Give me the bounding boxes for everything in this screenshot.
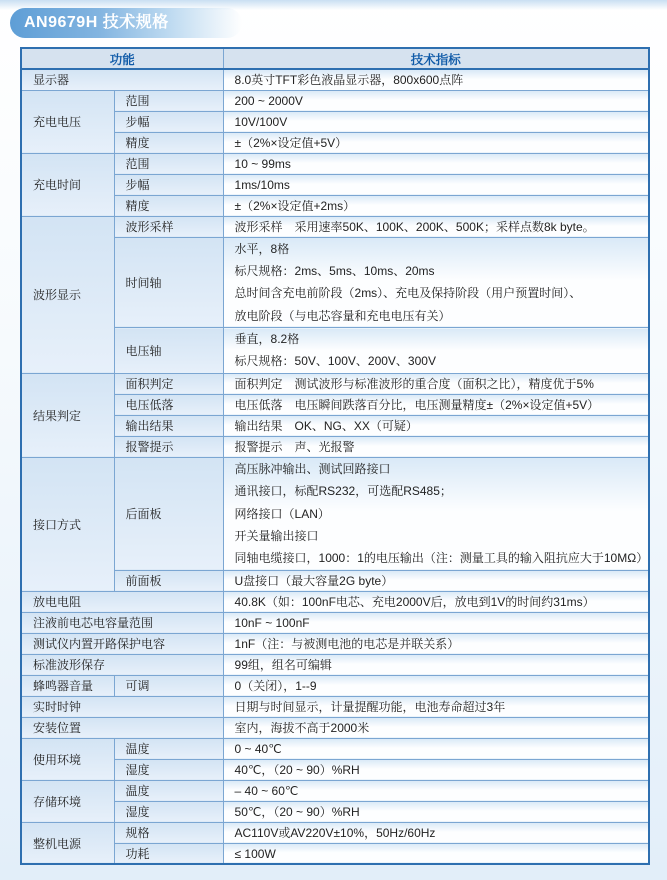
storage-humidity-value: 50℃，（20 ~ 90）%RH xyxy=(223,801,649,822)
time-axis-label: 时间轴 xyxy=(114,237,223,328)
installation-label: 安装位置 xyxy=(21,717,223,738)
waveform-sampling-label: 波形采样 xyxy=(114,216,223,237)
row-area-judgment xyxy=(21,373,649,394)
voltage-drop-label: 电压低落 xyxy=(114,394,223,415)
row-time-axis xyxy=(21,237,649,328)
charge-voltage-accuracy-label: 精度 xyxy=(114,132,223,153)
charge-voltage-range-label: 范围 xyxy=(114,90,223,111)
storage-temp-value: – 40 ~ 60℃ xyxy=(223,780,649,801)
rear-panel-line: 开关量输出接口 xyxy=(234,529,319,544)
time-axis-line: 总时间含充电前阶段（2ms）、充电及保持阶段（用户预置时间）、 xyxy=(234,286,582,301)
waveform-storage-value: 99组，组名可编辑 xyxy=(223,654,649,675)
row-waveform-storage xyxy=(21,654,649,675)
row-clock xyxy=(21,696,649,717)
row-rear-panel xyxy=(21,457,649,570)
charge-time-range-value: 10 ~ 99ms xyxy=(223,153,649,174)
operating-humidity-label: 湿度 xyxy=(114,759,223,780)
column-header-spec: 技术指标 xyxy=(223,48,649,69)
rear-panel-label: 后面板 xyxy=(114,457,223,570)
row-storage-humidity xyxy=(21,801,649,822)
alarm-value: 报警提示 声、光报警 xyxy=(223,436,649,457)
voltage-axis-line: 标尺规格：50V、100V、200V、300V xyxy=(234,354,436,369)
operating-temp-value: 0 ~ 40℃ xyxy=(223,738,649,759)
time-axis-line: 放电阶段（与电芯容量和充电电压有关） xyxy=(234,308,451,323)
charge-voltage-step-label: 步幅 xyxy=(114,111,223,132)
rear-panel-value xyxy=(223,457,649,570)
operating-env-label: 使用环境 xyxy=(21,738,114,780)
buzzer-value: 0（关闭），1--9 xyxy=(223,675,649,696)
time-axis-line: 标尺规格：2ms、5ms、10ms、20ms xyxy=(234,263,435,278)
waveform-display-label: 波形显示 xyxy=(21,216,114,373)
capacity-range-label: 注液前电芯电容量范围 xyxy=(21,612,223,633)
interface-label: 接口方式 xyxy=(21,457,114,591)
power-consumption-label: 功耗 xyxy=(114,843,223,864)
row-charge-time-step xyxy=(21,174,649,195)
row-protection-capacitor xyxy=(21,633,649,654)
result-judgment-label: 结果判定 xyxy=(21,373,114,457)
voltage-axis-value xyxy=(223,328,649,374)
buzzer-adjustable-label: 可调 xyxy=(114,675,223,696)
row-buzzer xyxy=(21,675,649,696)
rear-panel-line: 高压脉冲输出、测试回路接口 xyxy=(234,461,391,476)
charge-time-label: 充电时间 xyxy=(21,153,114,216)
clock-label: 实时时钟 xyxy=(21,696,223,717)
power-label: 整机电源 xyxy=(21,822,114,864)
operating-temp-label: 温度 xyxy=(114,738,223,759)
row-charge-voltage-accuracy xyxy=(21,132,649,153)
discharge-resistor-label: 放电电阻 xyxy=(21,591,223,612)
row-voltage-axis xyxy=(21,328,649,374)
front-panel-value: U盘接口（最大容量2G byte） xyxy=(223,570,649,591)
power-consumption-value: ≤ 100W xyxy=(223,843,649,864)
row-power-consumption xyxy=(21,843,649,864)
protection-capacitor-label: 测试仪内置开路保护电容 xyxy=(21,633,223,654)
waveform-sampling-value: 波形采样 采用速率50K、100K、200K、500K；采样点数8k byte。 xyxy=(223,216,649,237)
row-front-panel xyxy=(21,570,649,591)
power-spec-value: AC110V或AV220V±10%，50Hz/60Hz xyxy=(223,822,649,843)
display-label: 显示器 xyxy=(21,69,223,90)
row-output-result xyxy=(21,415,649,436)
row-operating-humidity xyxy=(21,759,649,780)
buzzer-label: 蜂鸣器音量 xyxy=(21,675,114,696)
charge-voltage-label: 充电电压 xyxy=(21,90,114,153)
time-axis-value xyxy=(223,237,649,328)
charge-voltage-range-value: 200 ~ 2000V xyxy=(223,90,649,111)
rear-panel-line: 通讯接口，标配RS232，可选配RS485； xyxy=(234,484,452,499)
output-result-value: 输出结果 OK、NG、XX（可疑） xyxy=(223,415,649,436)
row-power-spec xyxy=(21,822,649,843)
header-row xyxy=(21,48,649,69)
power-spec-label: 规格 xyxy=(114,822,223,843)
charge-time-accuracy-value: ±（2%×设定值+2ms） xyxy=(223,195,649,216)
installation-value: 室内，海拔不高于2000米 xyxy=(223,717,649,738)
rear-panel-line: 同轴电缆接口，1000：1的电压输出（注：测量工具的输入阻抗应大于10MΩ） xyxy=(234,551,649,566)
clock-value: 日期与时间显示，计量提醒功能，电池寿命超过3年 xyxy=(223,696,649,717)
row-alarm xyxy=(21,436,649,457)
charge-voltage-step-value: 10V/100V xyxy=(223,111,649,132)
charge-time-step-value: 1ms/10ms xyxy=(223,174,649,195)
page-title: AN9679H 技术规格 xyxy=(10,8,242,38)
row-charge-voltage-step xyxy=(21,111,649,132)
charge-time-step-label: 步幅 xyxy=(114,174,223,195)
spec-table xyxy=(20,47,650,865)
storage-env-label: 存储环境 xyxy=(21,780,114,822)
charge-time-range-label: 范围 xyxy=(114,153,223,174)
rear-panel-line: 网络接口（LAN） xyxy=(234,506,330,521)
row-capacity-range xyxy=(21,612,649,633)
operating-humidity-value: 40℃，（20 ~ 90）%RH xyxy=(223,759,649,780)
row-charge-time-accuracy xyxy=(21,195,649,216)
protection-capacitor-value: 1nF（注：与被测电池的电芯是并联关系） xyxy=(223,633,649,654)
voltage-drop-value: 电压低落 电压瞬间跌落百分比，电压测量精度±（2%×设定值+5V） xyxy=(223,394,649,415)
row-operating-temp xyxy=(21,738,649,759)
discharge-resistor-value: 40.8K（如：100nF电芯、充电2000V后，放电到1V的时间约31ms） xyxy=(223,591,649,612)
row-waveform-sampling xyxy=(21,216,649,237)
column-header-function: 功能 xyxy=(21,48,223,69)
capacity-range-value: 10nF ~ 100nF xyxy=(223,612,649,633)
output-result-label: 输出结果 xyxy=(114,415,223,436)
time-axis-line: 水平，8格 xyxy=(234,241,290,256)
alarm-label: 报警提示 xyxy=(114,436,223,457)
row-charge-voltage-range xyxy=(21,90,649,111)
row-installation xyxy=(21,717,649,738)
area-judgment-value: 面积判定 测试波形与标准波形的重合度（面积之比），精度优于5% xyxy=(223,373,649,394)
row-discharge-resistor xyxy=(21,591,649,612)
display-value: 8.0英寸TFT彩色液晶显示器，800x600点阵 xyxy=(223,69,649,90)
waveform-storage-label: 标准波形保存 xyxy=(21,654,223,675)
charge-time-accuracy-label: 精度 xyxy=(114,195,223,216)
voltage-axis-line: 垂直，8.2格 xyxy=(234,332,300,347)
charge-voltage-accuracy-value: ±（2%×设定值+5V） xyxy=(223,132,649,153)
row-voltage-drop xyxy=(21,394,649,415)
row-storage-temp xyxy=(21,780,649,801)
front-panel-label: 前面板 xyxy=(114,570,223,591)
storage-humidity-label: 湿度 xyxy=(114,801,223,822)
row-display xyxy=(21,69,649,90)
voltage-axis-label: 电压轴 xyxy=(114,328,223,374)
storage-temp-label: 温度 xyxy=(114,780,223,801)
row-charge-time-range xyxy=(21,153,649,174)
area-judgment-label: 面积判定 xyxy=(114,373,223,394)
